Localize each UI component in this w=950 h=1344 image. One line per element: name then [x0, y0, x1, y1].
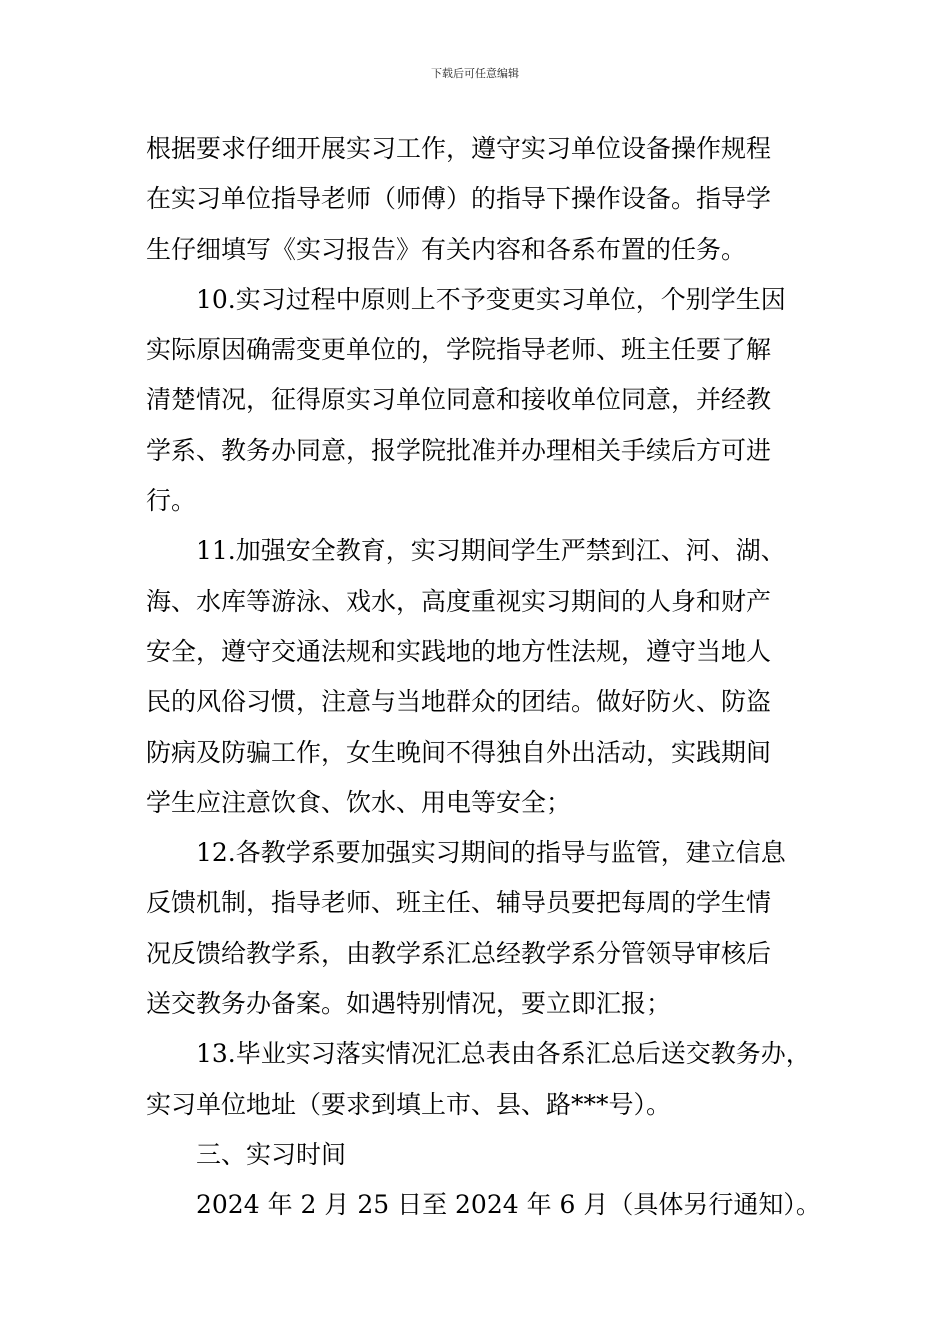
text-line: 民的风俗习惯，注意与当地群众的团结。做好防火、防盗	[146, 687, 772, 717]
section-heading: 三、实习时间	[196, 1139, 347, 1169]
text-line: 海、水库等游泳、戏水，高度重视实习期间的人身和财产	[146, 586, 772, 616]
text-line: 反馈机制，指导老师、班主任、辅导员要把每周的学生情	[146, 888, 772, 918]
text-line: 实习单位地址（要求到填上市、县、路***号）。	[146, 1089, 672, 1119]
text-line: 根据要求仔细开展实习工作，遵守实习单位设备操作规程	[146, 134, 772, 163]
internship-dates: 2024 年 2 月 25 日至 2024 年 6 月（具体另行通知）。	[196, 1190, 821, 1220]
text-line: 行。	[146, 486, 197, 516]
text-line: 实际原因确需变更单位的，学院指导老师、班主任要了解	[146, 335, 772, 365]
text-line: 学生应注意饮食、饮水、用电等安全；	[146, 787, 572, 817]
paragraph-13-start: 13.毕业实习落实情况汇总表由各系汇总后送交教务办，	[196, 1039, 811, 1069]
paragraph-11-start: 11.加强安全教育，实习期间学生严禁到江、河、湖、	[196, 536, 786, 566]
paragraph-12-start: 12.各教学系要加强实习期间的指导与监管，建立信息	[196, 838, 786, 868]
text-line: 清楚情况，征得原实习单位同意和接收单位同意，并经教	[146, 385, 772, 415]
page-header: 下载后可任意编辑	[431, 67, 519, 80]
text-line: 学系、教务办同意，报学院批准并办理相关手续后方可进	[146, 435, 772, 465]
document-body	[146, 124, 821, 1231]
text-line: 安全，遵守交通法规和实践地的地方性法规，遵守当地人	[146, 636, 772, 666]
text-line: 况反馈给教学系，由教学系汇总经教学系分管领导审核后	[146, 938, 772, 968]
paragraph-10-start: 10.实习过程中原则上不予变更实习单位，个别学生因	[196, 284, 786, 314]
text-line: 在实习单位指导老师（师傅）的指导下操作设备。指导学	[146, 184, 772, 214]
text-line: 生仔细填写《实习报告》有关内容和各系布置的任务。	[146, 234, 747, 264]
text-line: 防病及防骗工作，女生晚间不得独自外出活动，实践期间	[146, 737, 772, 767]
text-line: 送交教务办备案。如遇特别情况，要立即汇报；	[146, 989, 672, 1019]
